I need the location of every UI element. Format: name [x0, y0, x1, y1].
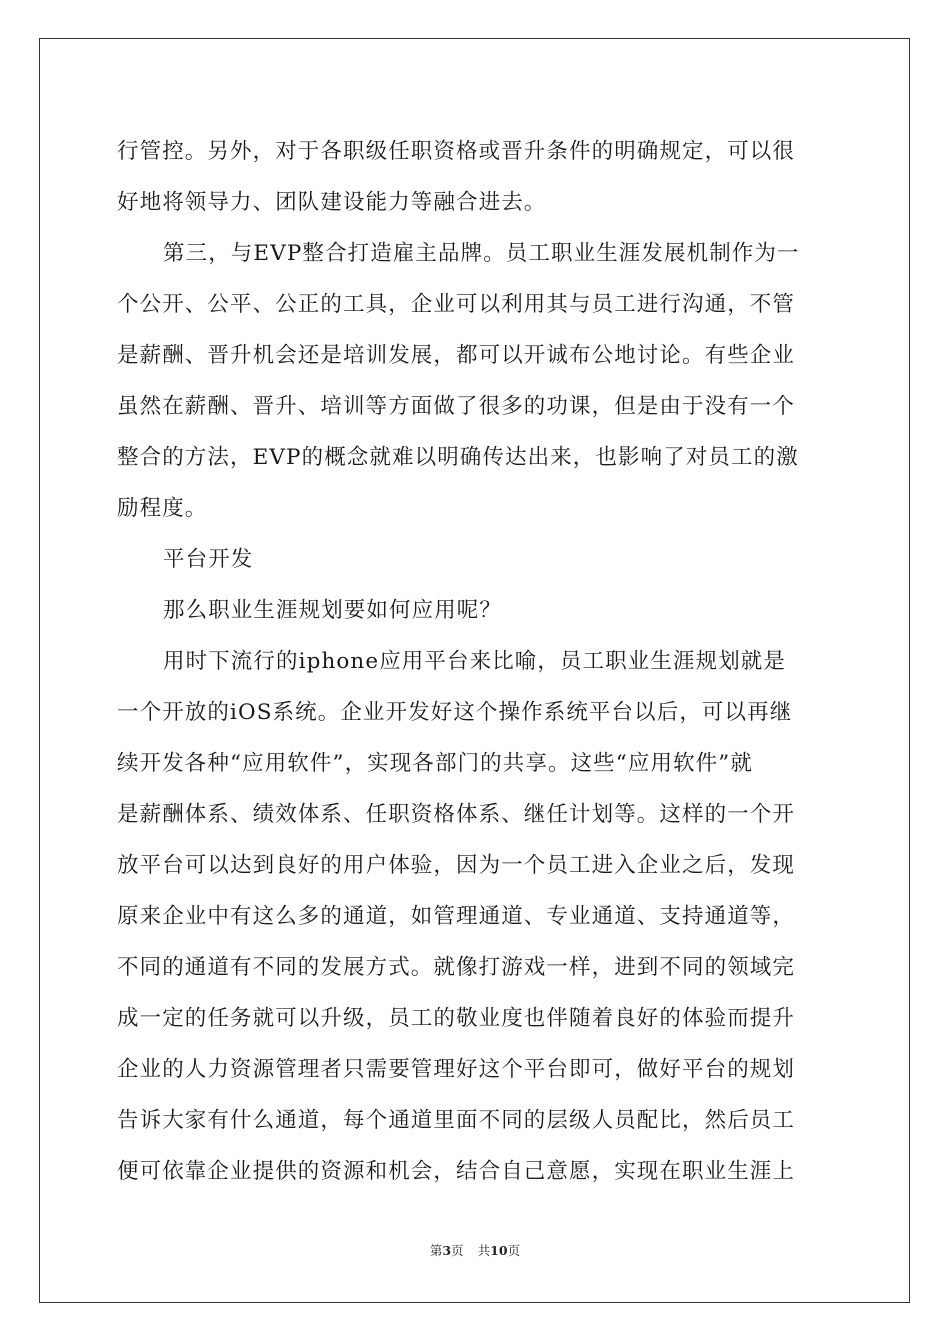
text-line: 是薪酬、晋升机会还是培训发展，都可以开诚布公地讨论。有些企业 [117, 343, 796, 368]
page-footer [0, 1241, 950, 1259]
total-pages: 10 [490, 1243, 508, 1258]
page-prefix: 第 [429, 1243, 443, 1258]
text-line: 整合的方法，EVP的概念就难以明确传达出来，也影响了对员工的激 [117, 445, 799, 470]
text-line: 个公开、公平、公正的工具，企业可以利用其与员工进行沟通，不管 [117, 292, 796, 317]
text-line: 行管控。另外，对于各职级任职资格或晋升条件的明确规定，可以很 [117, 139, 796, 164]
paragraph-start: 第三，与EVP整合打造雇主品牌。员工职业生涯发展机制作为一 [163, 241, 800, 266]
text-line: 不同的通道有不同的发展方式。就像打游戏一样，进到不同的领域完 [117, 955, 796, 980]
text-line: 原来企业中有这么多的通道，如管理通道、专业通道、支持通道等， [117, 904, 796, 929]
text-line: 成一定的任务就可以升级，员工的敬业度也伴随着良好的体验而提升 [117, 1006, 796, 1031]
text-line: 放平台可以达到良好的用户体验，因为一个员工进入企业之后，发现 [117, 853, 796, 878]
text-line: 便可依靠企业提供的资源和机会，结合自己意愿，实现在职业生涯上 [117, 1159, 796, 1184]
total-suffix: 页 [507, 1243, 521, 1258]
text-line: 好地将领导力、团队建设能力等融合进去。 [117, 190, 547, 215]
text-line: 是薪酬体系、绩效体系、任职资格体系、继任计划等。这样的一个开 [117, 802, 796, 827]
paragraph-start: 用时下流行的iphone应用平台来比喻，员工职业生涯规划就是 [163, 649, 787, 674]
document-body [117, 126, 833, 1197]
text-line: 虽然在薪酬、晋升、培训等方面做了很多的功课，但是由于没有一个 [117, 394, 796, 419]
text-line: 企业的人力资源管理者只需要管理好这个平台即可，做好平台的规划 [117, 1057, 796, 1082]
text-line: 续开发各种“应用软件”，实现各部门的共享。这些“应用软件”就 [117, 751, 753, 776]
page-suffix: 页 [451, 1243, 464, 1258]
total-prefix: 共 [477, 1243, 491, 1258]
text-line: 励程度。 [117, 496, 208, 521]
text-line: 一个开放的iOS系统。企业开发好这个操作系统平台以后，可以再继 [117, 700, 793, 725]
paragraph-start: 那么职业生涯规划要如何应用呢？ [163, 598, 503, 623]
text-line: 告诉大家有什么通道，每个通道里面不同的层级人员配比，然后员工 [117, 1108, 796, 1133]
section-heading: 平台开发 [163, 547, 254, 572]
page-number: 3 [442, 1243, 452, 1258]
